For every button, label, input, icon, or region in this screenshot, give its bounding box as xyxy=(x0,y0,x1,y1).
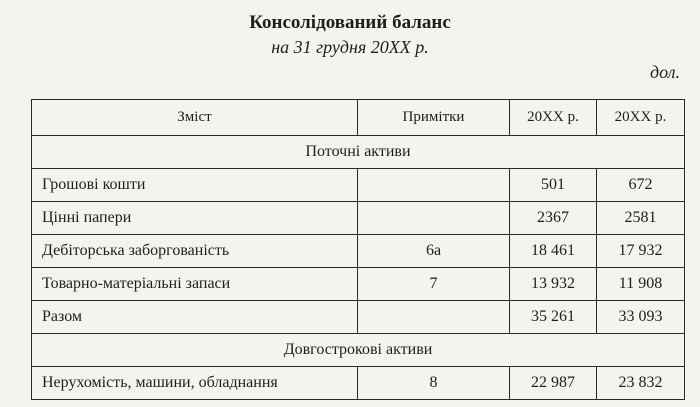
table-header-row xyxy=(32,100,685,136)
row-label: Нерухомість, машини, обладнання xyxy=(32,367,358,400)
row-value-year-2: 11 908 xyxy=(597,268,685,301)
column-header-year-1: 20XX р. xyxy=(510,100,597,136)
section-title-current-assets: Поточні активи xyxy=(32,136,685,169)
row-value-year-1: 501 xyxy=(510,169,597,202)
row-value-year-2: 33 093 xyxy=(597,301,685,334)
row-value-year-2: 2581 xyxy=(597,202,685,235)
section-row xyxy=(32,334,685,367)
document-subtitle: на 31 грудня 20XX р. xyxy=(271,37,429,57)
column-header-content: Зміст xyxy=(32,100,358,136)
row-label: Товарно-матеріальні запаси xyxy=(32,268,358,301)
row-value-year-1: 13 932 xyxy=(510,268,597,301)
row-value-year-1: 2367 xyxy=(510,202,597,235)
table-row xyxy=(32,202,685,235)
row-note: 8 xyxy=(358,367,510,400)
document-title: Консолідований баланс xyxy=(249,12,451,33)
row-value-year-2: 23 832 xyxy=(597,367,685,400)
row-note: 6а xyxy=(358,235,510,268)
row-value-year-2: 672 xyxy=(597,169,685,202)
row-label: Грошові кошти xyxy=(32,169,358,202)
table-row xyxy=(32,169,685,202)
section-title-long-term-assets: Довгострокові активи xyxy=(32,334,685,367)
row-note xyxy=(358,202,510,235)
row-label: Дебіторська заборгованість xyxy=(32,235,358,268)
section-row xyxy=(32,136,685,169)
column-header-year-2: 20XX р. xyxy=(597,100,685,136)
balance-table xyxy=(31,99,685,400)
row-note: 7 xyxy=(358,268,510,301)
row-value-year-1: 18 461 xyxy=(510,235,597,268)
table-row xyxy=(32,235,685,268)
row-value-year-1: 22 987 xyxy=(510,367,597,400)
row-label: Разом xyxy=(32,301,358,334)
row-value-year-1: 35 261 xyxy=(510,301,597,334)
row-note xyxy=(358,301,510,334)
row-note xyxy=(358,169,510,202)
column-header-notes: Примітки xyxy=(358,100,510,136)
table-row xyxy=(32,367,685,400)
row-label: Цінні папери xyxy=(32,202,358,235)
table-row-total xyxy=(32,301,685,334)
currency-unit: дол. xyxy=(649,62,680,82)
row-value-year-2: 17 932 xyxy=(597,235,685,268)
table-row xyxy=(32,268,685,301)
